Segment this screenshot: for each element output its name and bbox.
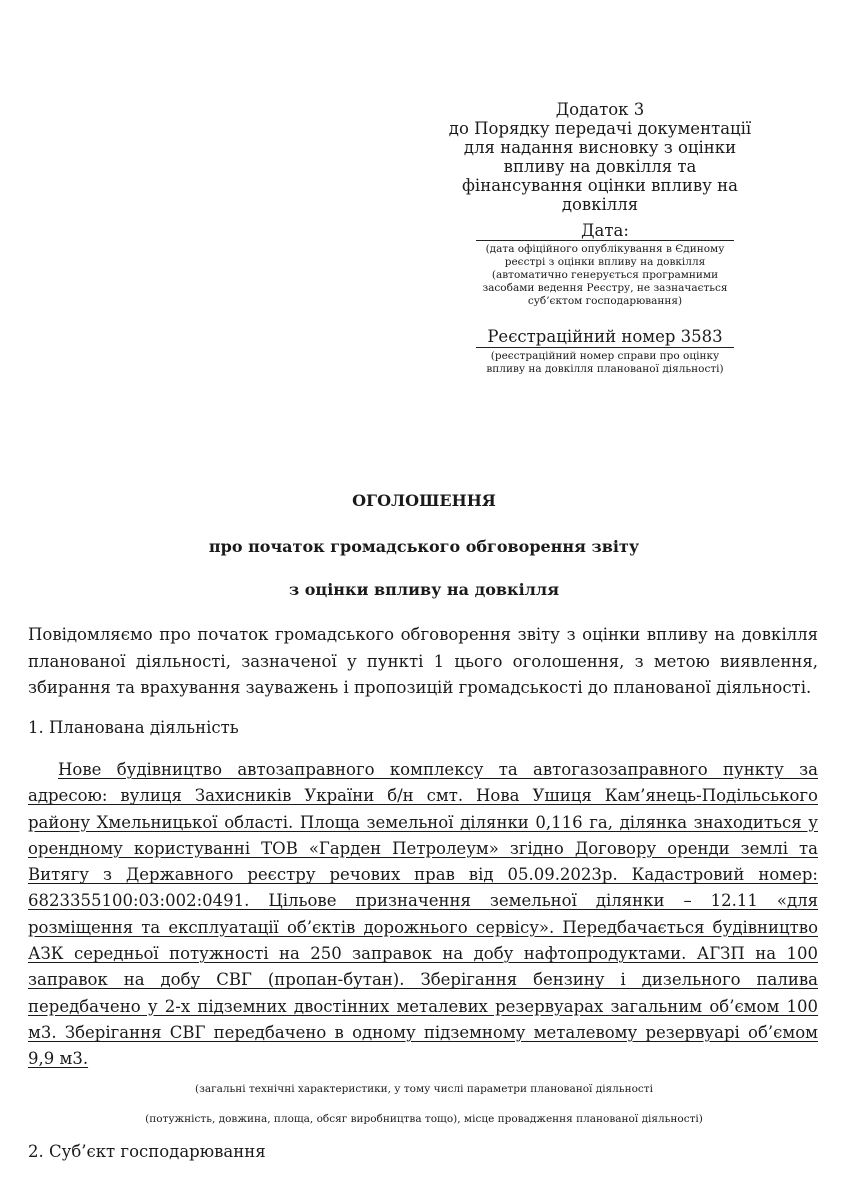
date-label: Дата: — [476, 222, 734, 241]
annex-line: Додаток 3 — [555, 100, 645, 119]
registration-note: (реєстраційний номер справи про оцінку впливу на довкілля планованої діяльності) — [486, 350, 724, 375]
annex-line: фінансування оцінки впливу на — [462, 176, 738, 195]
annex-reference — [440, 100, 760, 214]
document-subtitle-line1: про початок громадського обговорення звіту — [208, 537, 640, 556]
registration-block — [476, 327, 734, 376]
document-subtitle-line2: з оцінки впливу на довкілля — [288, 580, 560, 599]
section-1-heading: 1. Планована діяльність — [28, 718, 239, 737]
description-caption-line2: (потужність, довжина, площа, обсяг виробництва тощо), місце провадження планованої діяльності) — [145, 1113, 703, 1125]
registration-number: Реєстраційний номер 3583 — [476, 327, 734, 348]
date-note: (дата офіційного опублікування в Єдиному реєстрі з оцінки впливу на довкілля (автоматично генерується програмними засобами ведення Реєстру, не зазначається суб’єктом господарювання) — [482, 243, 728, 307]
annex-line: до Порядку передачі документації — [448, 119, 752, 138]
document-title: ОГОЛОШЕННЯ — [352, 491, 496, 510]
annex-line: для надання висновку з оцінки — [463, 138, 737, 157]
description-caption-line1: (загальні технічні характеристики, у тому числі параметри планованої діяльності — [195, 1083, 653, 1095]
planned-activity-description: Нове будівництво автозаправного комплексу та автогазозаправного пункту за адресою: вулиця Захисників України б/н смт. Нова Ушиця Кам’янець-Подільського району Хмельницької області. Площа земельної ділянки 0,116 га, ділянка знаходиться у орендному користуванні ТОВ «Гарден Петролеум» згідно Договору оренди землі та Витягу з Державного реєстру речових прав від 05.09.2023р. Кадастровий номер: 6823355100:03:002:0491. Цільове призначення земельної ділянки – 12.11 «для розміщення та експлуатації об’єктів дорожнього сервісу». Передбачається будівництво АЗК середньої потужності на 250 заправок на добу нафтопродуктами. АГЗП на 100 заправок на добу СВГ (пропан-бутан). Зберігання бензину і дизельного палива передбачено у 2-х підземних двостінних металевих резервуарах загальним об’ємом 100 м3. Зберігання СВГ передбачено в одному підземному металевому резервуарі об’ємом 9,9 м3. — [28, 760, 818, 1069]
date-block — [476, 222, 734, 308]
intro-paragraph: Повідомляємо про початок громадського обговорення звіту з оцінки впливу на довкілля планованої діяльності, зазначеної у пункті 1 цього оголошення, з метою виявлення, збирання та врахування зауважень і пропозицій громадськості до планованої діяльності. — [28, 625, 818, 697]
annex-line: впливу на довкілля та — [503, 157, 697, 176]
section-2-heading: 2. Суб’єкт господарювання — [28, 1142, 266, 1161]
annex-line: довкілля — [561, 195, 639, 214]
